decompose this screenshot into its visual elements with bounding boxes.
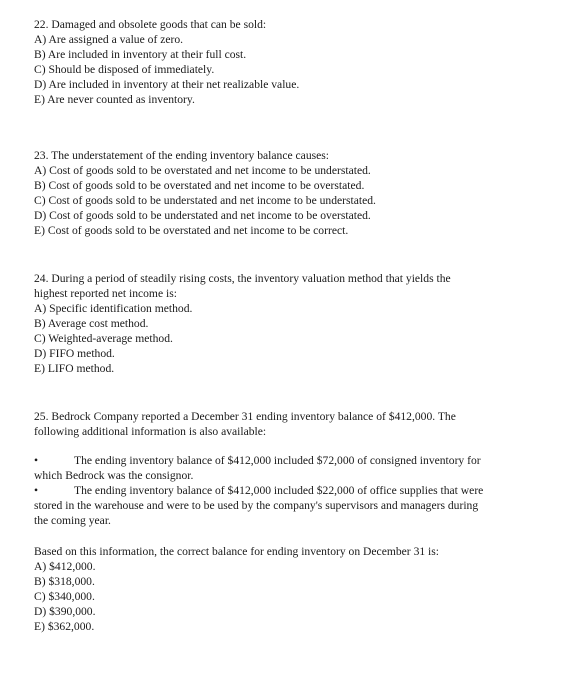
- bullet-marker: •: [34, 484, 39, 497]
- question-25: [34, 409, 554, 634]
- question-stem: [34, 17, 554, 32]
- stem-line: 23. The understatement of the ending inventory balance causes:: [34, 149, 330, 162]
- answer-options: [34, 301, 554, 376]
- bullet-item: [34, 483, 554, 528]
- bullet-text: stored in the warehouse and were to be used by the company's supervisors and managers during: [34, 499, 479, 512]
- stem-line: 25. Bedrock Company reported a December 31 ending inventory balance of $412,000. The: [34, 410, 456, 423]
- option-e: E) $362,000.: [34, 620, 95, 633]
- question-stem: [34, 271, 554, 301]
- option-d: D) $390,000.: [34, 605, 96, 618]
- question-22: [34, 17, 554, 107]
- option-a: A) Specific identification method.: [34, 302, 193, 315]
- option-c: C) Cost of goods sold to be understated and net income to be understated.: [34, 194, 376, 207]
- option-b: B) Are included in inventory at their full cost.: [34, 48, 247, 61]
- question-23: [34, 148, 554, 238]
- bullet-text: which Bedrock was the consignor.: [34, 469, 194, 482]
- option-b: B) $318,000.: [34, 575, 95, 588]
- option-e: E) Are never counted as inventory.: [34, 93, 195, 106]
- stem-line: 24. During a period of steadily rising costs, the inventory valuation method that yields the: [34, 272, 451, 285]
- bullet-list: [34, 453, 554, 528]
- answer-options: [34, 163, 554, 238]
- option-a: A) Cost of goods sold to be overstated and net income to be understated.: [34, 164, 371, 177]
- question-24: [34, 271, 554, 376]
- stem-line: following additional information is also available:: [34, 425, 267, 438]
- option-d: D) FIFO method.: [34, 347, 115, 360]
- question-stem: [34, 409, 554, 439]
- option-b: B) Average cost method.: [34, 317, 149, 330]
- answer-options: [34, 32, 554, 107]
- stem-line: highest reported net income is:: [34, 287, 177, 300]
- option-b: B) Cost of goods sold to be overstated and net income to be overstated.: [34, 179, 365, 192]
- question-stem: [34, 148, 554, 163]
- stem-line: 22. Damaged and obsolete goods that can be sold:: [34, 18, 267, 31]
- option-c: C) Weighted-average method.: [34, 332, 173, 345]
- bullet-text: The ending inventory balance of $412,000 included $72,000 of consigned inventory for: [74, 454, 481, 467]
- option-a: A) $412,000.: [34, 560, 96, 573]
- prompt-line: Based on this information, the correct balance for ending inventory on December 31 is:: [34, 545, 440, 558]
- bullet-text: the coming year.: [34, 514, 111, 527]
- option-e: E) LIFO method.: [34, 362, 115, 375]
- option-d: D) Are included in inventory at their net realizable value.: [34, 78, 300, 91]
- option-c: C) Should be disposed of immediately.: [34, 63, 215, 76]
- bullet-text: The ending inventory balance of $412,000 included $22,000 of office supplies that were: [74, 484, 484, 497]
- option-e: E) Cost of goods sold to be overstated and net income to be correct.: [34, 224, 349, 237]
- option-c: C) $340,000.: [34, 590, 95, 603]
- bullet-item: [34, 453, 554, 483]
- option-a: A) Are assigned a value of zero.: [34, 33, 184, 46]
- bullet-marker: •: [34, 454, 39, 467]
- option-d: D) Cost of goods sold to be understated and net income to be overstated.: [34, 209, 371, 222]
- answer-options: [34, 559, 554, 634]
- question-prompt: [34, 544, 554, 559]
